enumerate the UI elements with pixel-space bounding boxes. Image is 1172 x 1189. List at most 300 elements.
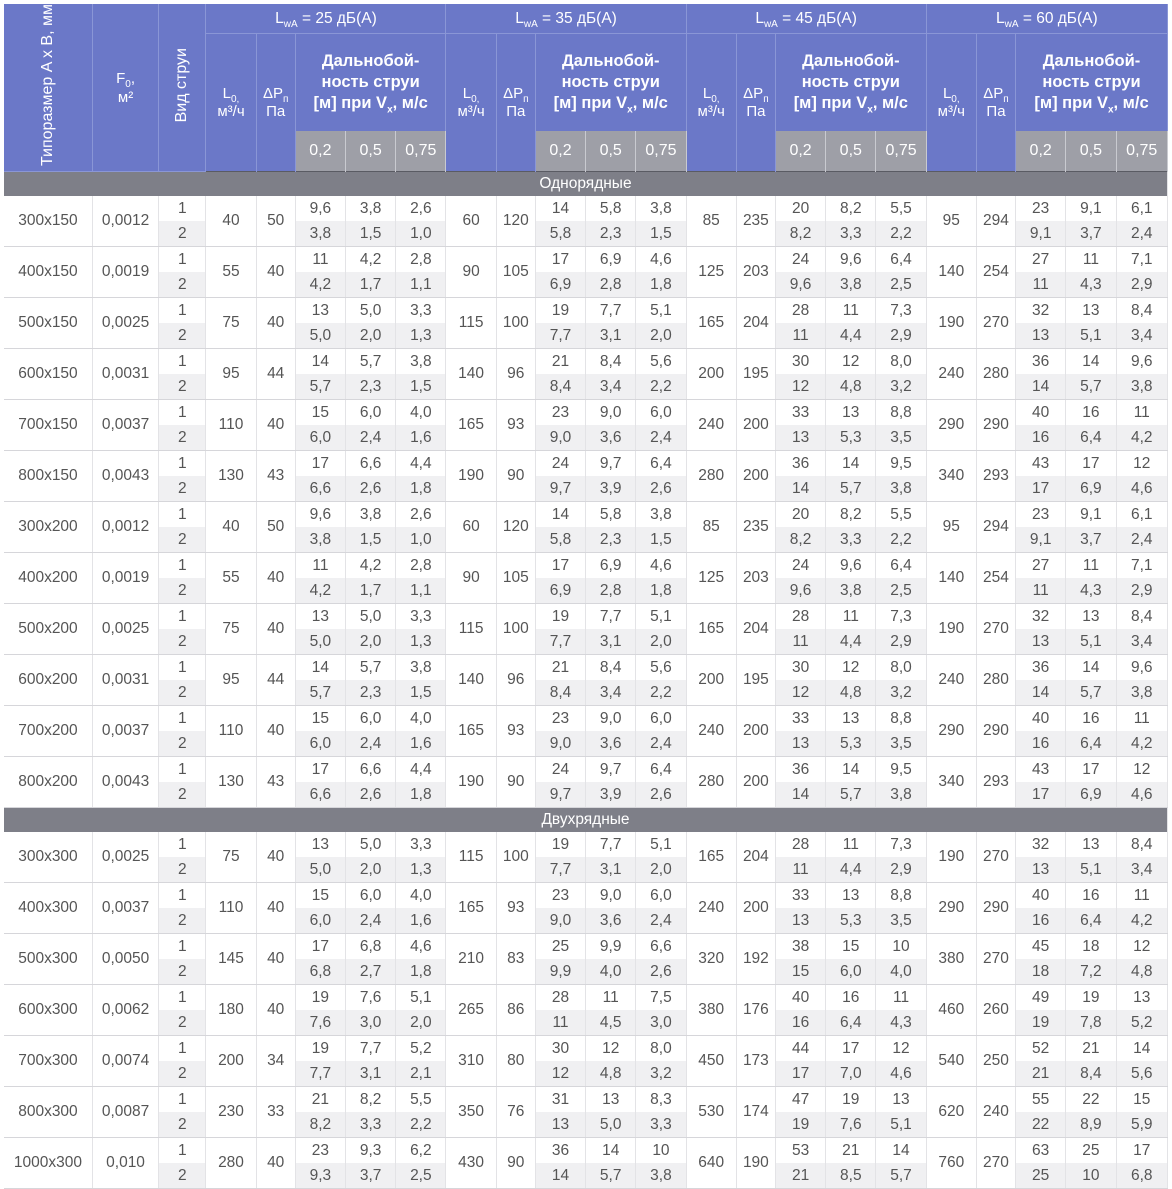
throw-distance-cell: 3,4	[586, 680, 636, 706]
throw-distance-cell: 3,8	[636, 196, 686, 221]
throw-distance-cell: 6,4	[636, 757, 686, 783]
throw-distance-cell: 2,1	[396, 1061, 446, 1087]
jet-type-cell: 1	[159, 1036, 206, 1062]
throw-distance-cell: 1,0	[396, 221, 446, 247]
pressure-drop-cell: 50	[256, 196, 295, 247]
throw-distance-cell: 13	[295, 604, 345, 630]
throw-distance-cell: 21	[1016, 1061, 1066, 1087]
throw-distance-cell: 43	[1016, 451, 1066, 477]
throw-distance-cell: 11	[1016, 272, 1066, 298]
throw-distance-cell: 3,8	[295, 221, 345, 247]
throw-distance-cell: 5,8	[535, 527, 585, 553]
throw-distance-cell: 14	[826, 757, 876, 783]
pressure-drop-cell: 204	[736, 604, 775, 655]
throw-distance-cell: 14	[1116, 1036, 1168, 1062]
throw-distance-cell: 3,8	[826, 578, 876, 604]
area-cell: 0,0043	[92, 757, 158, 808]
throw-distance-cell: 1,7	[346, 578, 396, 604]
throw-distance-cell: 24	[535, 757, 585, 783]
throw-distance-cell: 6,0	[636, 400, 686, 426]
pressure-drop-cell: 203	[736, 247, 775, 298]
throw-distance-cell: 9,5	[876, 757, 926, 783]
throw-distance-cell: 5,1	[1066, 857, 1116, 883]
throw-distance-cell: 3,0	[636, 1010, 686, 1036]
throw-distance-cell: 52	[1016, 1036, 1066, 1062]
throw-distance-cell: 2,0	[636, 857, 686, 883]
throw-distance-cell: 12	[826, 349, 876, 375]
throw-distance-cell: 7,7	[535, 323, 585, 349]
area-cell: 0,0031	[92, 349, 158, 400]
airflow-cell: 165	[446, 400, 496, 451]
size-cell: 600x300	[4, 985, 92, 1036]
pressure-drop-cell: 200	[736, 883, 775, 934]
throw-distance-cell: 15	[295, 883, 345, 909]
throw-distance-cell: 11	[1116, 400, 1168, 426]
throw-distance-cell: 6,0	[295, 908, 345, 934]
throw-distance-cell: 9,7	[535, 476, 585, 502]
table-row	[4, 706, 1168, 732]
throw-distance-cell: 3,3	[396, 298, 446, 324]
throw-distance-cell: 7,7	[295, 1061, 345, 1087]
size-cell: 300x200	[4, 502, 92, 553]
throw-distance-cell: 3,1	[586, 857, 636, 883]
section-title: Однорядные	[4, 172, 1168, 197]
throw-distance-cell: 63	[1016, 1138, 1066, 1164]
area-cell: 0,0025	[92, 832, 158, 883]
throw-distance-cell: 16	[1016, 908, 1066, 934]
airflow-cell: 85	[686, 196, 736, 247]
throw-distance-cell: 7,1	[1116, 553, 1168, 579]
throw-distance-cell: 6,0	[636, 883, 686, 909]
pressure-drop-cell: 105	[496, 553, 535, 604]
throw-distance-cell: 4,2	[1116, 908, 1168, 934]
area-cell: 0,0019	[92, 247, 158, 298]
airflow-cell: 85	[686, 502, 736, 553]
throw-distance-cell: 5,7	[1066, 680, 1116, 706]
airflow-cell: 130	[206, 757, 256, 808]
throw-distance-cell: 21	[826, 1138, 876, 1164]
throw-distance-cell: 19	[535, 298, 585, 324]
throw-distance-cell: 7,0	[826, 1061, 876, 1087]
throw-distance-cell: 5,1	[636, 298, 686, 324]
throw-distance-cell: 15	[1116, 1087, 1168, 1113]
throw-distance-cell: 9,6	[1116, 655, 1168, 681]
throw-distance-cell: 13	[1116, 985, 1168, 1011]
throw-distance-cell: 16	[775, 1010, 825, 1036]
pressure-drop-cell: 240	[976, 1087, 1015, 1138]
jet-type-cell: 2	[159, 476, 206, 502]
throw-distance-cell: 9,0	[535, 908, 585, 934]
throw-distance-cell: 6,0	[295, 425, 345, 451]
throw-distance-cell: 3,3	[396, 832, 446, 857]
throw-distance-cell: 7,3	[876, 604, 926, 630]
size-cell: 1000x300	[4, 1138, 92, 1189]
airflow-cell: 280	[206, 1138, 256, 1189]
throw-distance-cell: 5,1	[1066, 323, 1116, 349]
size-cell: 800x150	[4, 451, 92, 502]
throw-distance-cell: 20	[775, 502, 825, 528]
airflow-cell: 320	[686, 934, 736, 985]
throw-distance-cell: 6,0	[636, 706, 686, 732]
pressure-drop-cell: 44	[256, 349, 295, 400]
throw-distance-cell: 5,7	[826, 476, 876, 502]
throw-distance-cell: 2,6	[346, 476, 396, 502]
throw-distance-cell: 9,9	[586, 934, 636, 960]
throw-distance-cell: 9,0	[535, 425, 585, 451]
throw-distance-cell: 13	[535, 1112, 585, 1138]
throw-distance-cell: 9,0	[586, 706, 636, 732]
throw-distance-cell: 2,0	[636, 323, 686, 349]
throw-distance-cell: 2,6	[636, 476, 686, 502]
pressure-drop-cell: 40	[256, 706, 295, 757]
throw-distance-cell: 5,0	[295, 323, 345, 349]
throw-distance-cell: 21	[1066, 1036, 1116, 1062]
jet-type-cell: 2	[159, 1163, 206, 1189]
throw-distance-cell: 6,9	[586, 247, 636, 273]
pressure-drop-column-header: $\Delta P_п$ Па	[976, 34, 1015, 172]
throw-distance-cell: 2,0	[346, 857, 396, 883]
pressure-drop-cell: 40	[256, 1138, 295, 1189]
throw-distance-cell: 2,4	[346, 425, 396, 451]
pressure-drop-cell: 93	[496, 883, 535, 934]
size-column-header: Типоразмер A x B, мм	[4, 4, 92, 172]
jet-type-cell: 2	[159, 959, 206, 985]
throw-distance-cell: 3,8	[1116, 680, 1168, 706]
throw-distance-cell: 4,2	[346, 247, 396, 273]
throw-distance-cell: 7,5	[636, 985, 686, 1011]
throw-distance-cell: 5,1	[876, 1112, 926, 1138]
throw-distance-cell: 9,0	[535, 731, 585, 757]
airflow-cell: 190	[926, 832, 976, 883]
velocity-header: 0,75	[1116, 131, 1168, 172]
pressure-drop-cell: 293	[976, 757, 1015, 808]
airflow-cell: 165	[686, 832, 736, 883]
throw-distance-cell: 4,4	[396, 451, 446, 477]
airflow-cell: 290	[926, 400, 976, 451]
throw-distance-cell: 2,0	[396, 1010, 446, 1036]
airflow-cell: 55	[206, 247, 256, 298]
throw-distance-cell: 8,9	[1066, 1112, 1116, 1138]
throw-distance-cell: 21	[295, 1087, 345, 1113]
throw-distance-cell: 3,5	[876, 731, 926, 757]
size-cell: 800x300	[4, 1087, 92, 1138]
pressure-drop-cell: 235	[736, 196, 775, 247]
throw-distance-cell: 4,8	[586, 1061, 636, 1087]
throw-distance-cell: 9,1	[1016, 221, 1066, 247]
throw-distance-cell: 15	[826, 934, 876, 960]
section-header-row	[4, 808, 1168, 833]
size-cell: 500x200	[4, 604, 92, 655]
pressure-drop-cell: 290	[976, 400, 1015, 451]
throw-distance-cell: 18	[1016, 959, 1066, 985]
size-cell: 700x200	[4, 706, 92, 757]
throw-distance-cell: 16	[1016, 731, 1066, 757]
jet-type-cell: 1	[159, 706, 206, 732]
throw-distance-cell: 5,0	[346, 832, 396, 857]
throw-distance-cell: 1,5	[396, 374, 446, 400]
throw-distance-cell: 5,8	[535, 221, 585, 247]
throw-distance-cell: 5,1	[1066, 629, 1116, 655]
pressure-drop-cell: 280	[976, 655, 1015, 706]
throw-distance-cell: 14	[586, 1138, 636, 1164]
pressure-drop-column-header: $\Delta P_п$ Па	[736, 34, 775, 172]
pressure-drop-cell: 270	[976, 604, 1015, 655]
size-cell: 300x150	[4, 196, 92, 247]
throw-distance-cell: 11	[775, 857, 825, 883]
throw-distance-cell: 12	[1116, 757, 1168, 783]
throw-distance-cell: 19	[295, 985, 345, 1011]
pressure-drop-cell: 290	[976, 706, 1015, 757]
section-header-row	[4, 172, 1168, 197]
pressure-drop-cell: 176	[736, 985, 775, 1036]
throw-distance-header: Дальнобой- ность струи [м] при $V_x$, м/с	[295, 34, 446, 132]
throw-distance-cell: 3,8	[876, 476, 926, 502]
throw-distance-cell: 9,1	[1016, 527, 1066, 553]
throw-distance-cell: 4,5	[586, 1010, 636, 1036]
area-column-header: $F_0$, м²	[92, 4, 158, 172]
throw-distance-cell: 2,2	[876, 221, 926, 247]
throw-distance-cell: 2,9	[876, 323, 926, 349]
throw-distance-cell: 3,3	[826, 527, 876, 553]
throw-distance-cell: 4,8	[1116, 959, 1168, 985]
throw-distance-cell: 17	[295, 757, 345, 783]
throw-distance-cell: 13	[1066, 832, 1116, 857]
throw-distance-cell: 11	[775, 323, 825, 349]
throw-distance-cell: 4,2	[295, 578, 345, 604]
throw-distance-cell: 3,7	[346, 1163, 396, 1189]
airflow-cell: 240	[926, 655, 976, 706]
airflow-cell: 530	[686, 1087, 736, 1138]
throw-distance-cell: 24	[775, 247, 825, 273]
throw-distance-cell: 3,8	[396, 349, 446, 375]
throw-distance-cell: 1,3	[396, 323, 446, 349]
throw-distance-cell: 14	[535, 1163, 585, 1189]
table-row	[4, 1087, 1168, 1113]
throw-distance-cell: 11	[775, 629, 825, 655]
airflow-cell: 95	[206, 655, 256, 706]
throw-distance-cell: 3,4	[586, 374, 636, 400]
velocity-header: 0,5	[586, 131, 636, 172]
pressure-drop-cell: 280	[976, 349, 1015, 400]
jet-type-cell: 1	[159, 655, 206, 681]
airflow-cell: 165	[446, 883, 496, 934]
airflow-cell: 95	[206, 349, 256, 400]
throw-distance-cell: 5,3	[826, 425, 876, 451]
throw-distance-cell: 2,3	[346, 374, 396, 400]
throw-distance-cell: 5,8	[586, 502, 636, 528]
pressure-drop-cell: 294	[976, 196, 1015, 247]
throw-distance-cell: 5,9	[1116, 1112, 1168, 1138]
throw-distance-cell: 17	[1066, 451, 1116, 477]
area-cell: 0,0043	[92, 451, 158, 502]
throw-distance-cell: 12	[1116, 451, 1168, 477]
throw-distance-cell: 17	[535, 247, 585, 273]
throw-distance-cell: 25	[535, 934, 585, 960]
throw-distance-cell: 13	[775, 908, 825, 934]
throw-distance-cell: 15	[295, 400, 345, 426]
table-body	[4, 172, 1168, 1189]
throw-distance-cell: 3,6	[586, 425, 636, 451]
airflow-cell: 140	[926, 553, 976, 604]
area-cell: 0,0012	[92, 502, 158, 553]
throw-distance-cell: 5,2	[1116, 1010, 1168, 1036]
pressure-drop-cell: 270	[976, 1138, 1015, 1189]
throw-distance-cell: 10	[1066, 1163, 1116, 1189]
airflow-cell: 130	[206, 451, 256, 502]
throw-distance-cell: 3,7	[1066, 527, 1116, 553]
jet-type-cell: 2	[159, 1010, 206, 1036]
throw-distance-cell: 7,6	[826, 1112, 876, 1138]
throw-distance-cell: 33	[775, 706, 825, 732]
throw-distance-cell: 9,1	[1066, 502, 1116, 528]
throw-distance-cell: 36	[775, 757, 825, 783]
jet-type-cell: 1	[159, 934, 206, 960]
throw-distance-cell: 4,4	[826, 629, 876, 655]
diffuser-performance-table	[4, 4, 1168, 1189]
throw-distance-cell: 2,0	[636, 629, 686, 655]
table-header	[4, 4, 1168, 172]
throw-distance-cell: 9,6	[826, 553, 876, 579]
throw-distance-cell: 5,0	[295, 629, 345, 655]
throw-distance-cell: 6,1	[1116, 502, 1168, 528]
throw-distance-cell: 15	[775, 959, 825, 985]
airflow-cell: 290	[926, 706, 976, 757]
throw-distance-cell: 3,8	[295, 527, 345, 553]
jet-type-cell: 1	[159, 349, 206, 375]
airflow-cell: 620	[926, 1087, 976, 1138]
airflow-cell: 110	[206, 400, 256, 451]
throw-distance-cell: 5,7	[346, 349, 396, 375]
throw-distance-cell: 7,3	[876, 832, 926, 857]
throw-distance-cell: 3,8	[826, 272, 876, 298]
pressure-drop-cell: 235	[736, 502, 775, 553]
throw-distance-cell: 2,4	[346, 731, 396, 757]
throw-distance-cell: 1,3	[396, 857, 446, 883]
pressure-drop-cell: 44	[256, 655, 295, 706]
area-cell: 0,0025	[92, 604, 158, 655]
throw-distance-cell: 4,4	[826, 323, 876, 349]
velocity-header: 0,2	[775, 131, 825, 172]
jet-type-cell: 1	[159, 298, 206, 324]
throw-distance-cell: 11	[1116, 883, 1168, 909]
throw-distance-cell: 9,6	[826, 247, 876, 273]
throw-distance-cell: 9,6	[295, 502, 345, 528]
airflow-cell: 760	[926, 1138, 976, 1189]
throw-distance-cell: 12	[586, 1036, 636, 1062]
throw-distance-cell: 7,7	[586, 298, 636, 324]
airflow-cell: 350	[446, 1087, 496, 1138]
throw-distance-cell: 6,4	[1066, 908, 1116, 934]
airflow-cell: 165	[446, 706, 496, 757]
throw-distance-header: Дальнобой- ность струи [м] при $V_x$, м/с	[1016, 34, 1168, 132]
jet-type-cell: 2	[159, 857, 206, 883]
pressure-drop-cell: 192	[736, 934, 775, 985]
airflow-cell: 280	[686, 757, 736, 808]
throw-distance-cell: 6,0	[346, 883, 396, 909]
throw-distance-cell: 4,2	[1116, 731, 1168, 757]
sound-level-header: $L_{wA} = 25$ дБ(А)	[206, 4, 446, 34]
throw-distance-cell: 4,8	[826, 374, 876, 400]
throw-distance-cell: 11	[826, 832, 876, 857]
throw-distance-cell: 5,7	[826, 782, 876, 808]
throw-distance-cell: 4,2	[1116, 425, 1168, 451]
throw-distance-cell: 25	[1016, 1163, 1066, 1189]
airflow-cell: 200	[206, 1036, 256, 1087]
throw-distance-cell: 7,3	[876, 298, 926, 324]
throw-distance-cell: 9,6	[1116, 349, 1168, 375]
area-cell: 0,0087	[92, 1087, 158, 1138]
pressure-drop-cell: 93	[496, 706, 535, 757]
throw-distance-cell: 36	[535, 1138, 585, 1164]
throw-distance-cell: 3,3	[346, 1112, 396, 1138]
area-cell: 0,0019	[92, 553, 158, 604]
airflow-cell: 95	[926, 502, 976, 553]
jet-type-cell: 1	[159, 196, 206, 221]
throw-distance-cell: 19	[1016, 1010, 1066, 1036]
throw-distance-cell: 14	[826, 451, 876, 477]
airflow-cell: 110	[206, 706, 256, 757]
jet-type-cell: 2	[159, 680, 206, 706]
throw-distance-cell: 4,6	[876, 1061, 926, 1087]
pressure-drop-cell: 200	[736, 451, 775, 502]
pressure-drop-cell: 80	[496, 1036, 535, 1087]
throw-distance-cell: 2,5	[396, 1163, 446, 1189]
pressure-drop-cell: 90	[496, 757, 535, 808]
throw-distance-cell: 30	[535, 1036, 585, 1062]
airflow-cell: 200	[686, 655, 736, 706]
throw-distance-cell: 23	[1016, 196, 1066, 221]
airflow-cell: 340	[926, 757, 976, 808]
airflow-cell: 60	[446, 502, 496, 553]
area-cell: 0,0037	[92, 883, 158, 934]
area-cell: 0,0062	[92, 985, 158, 1036]
airflow-cell: 145	[206, 934, 256, 985]
airflow-cell: 40	[206, 196, 256, 247]
area-cell: 0,0037	[92, 706, 158, 757]
throw-distance-cell: 9,0	[586, 400, 636, 426]
throw-distance-cell: 4,4	[826, 857, 876, 883]
jet-type-cell: 2	[159, 731, 206, 757]
throw-distance-cell: 13	[295, 298, 345, 324]
airflow-cell: 75	[206, 298, 256, 349]
throw-distance-cell: 17	[295, 451, 345, 477]
pressure-drop-cell: 86	[496, 985, 535, 1036]
pressure-drop-cell: 40	[256, 934, 295, 985]
throw-distance-cell: 5,6	[1116, 1061, 1168, 1087]
throw-distance-cell: 6,4	[1066, 731, 1116, 757]
pressure-drop-cell: 50	[256, 502, 295, 553]
throw-distance-cell: 19	[1066, 985, 1116, 1011]
throw-distance-cell: 4,3	[876, 1010, 926, 1036]
throw-distance-cell: 19	[775, 1112, 825, 1138]
throw-distance-cell: 1,5	[396, 680, 446, 706]
throw-distance-cell: 6,1	[1116, 196, 1168, 221]
velocity-header: 0,75	[876, 131, 926, 172]
jet-type-cell: 2	[159, 374, 206, 400]
throw-distance-cell: 32	[1016, 604, 1066, 630]
airflow-column-header: $L_{0,}$ м³/ч	[446, 34, 496, 172]
throw-distance-cell: 9,3	[295, 1163, 345, 1189]
throw-distance-header: Дальнобой- ность струи [м] при $V_x$, м/с	[775, 34, 926, 132]
area-cell: 0,0012	[92, 196, 158, 247]
throw-distance-cell: 36	[1016, 655, 1066, 681]
pressure-drop-cell: 40	[256, 832, 295, 883]
throw-distance-cell: 8,2	[295, 1112, 345, 1138]
throw-distance-cell: 53	[775, 1138, 825, 1164]
throw-distance-cell: 4,6	[1116, 476, 1168, 502]
table-row	[4, 757, 1168, 783]
velocity-header: 0,2	[1016, 131, 1066, 172]
